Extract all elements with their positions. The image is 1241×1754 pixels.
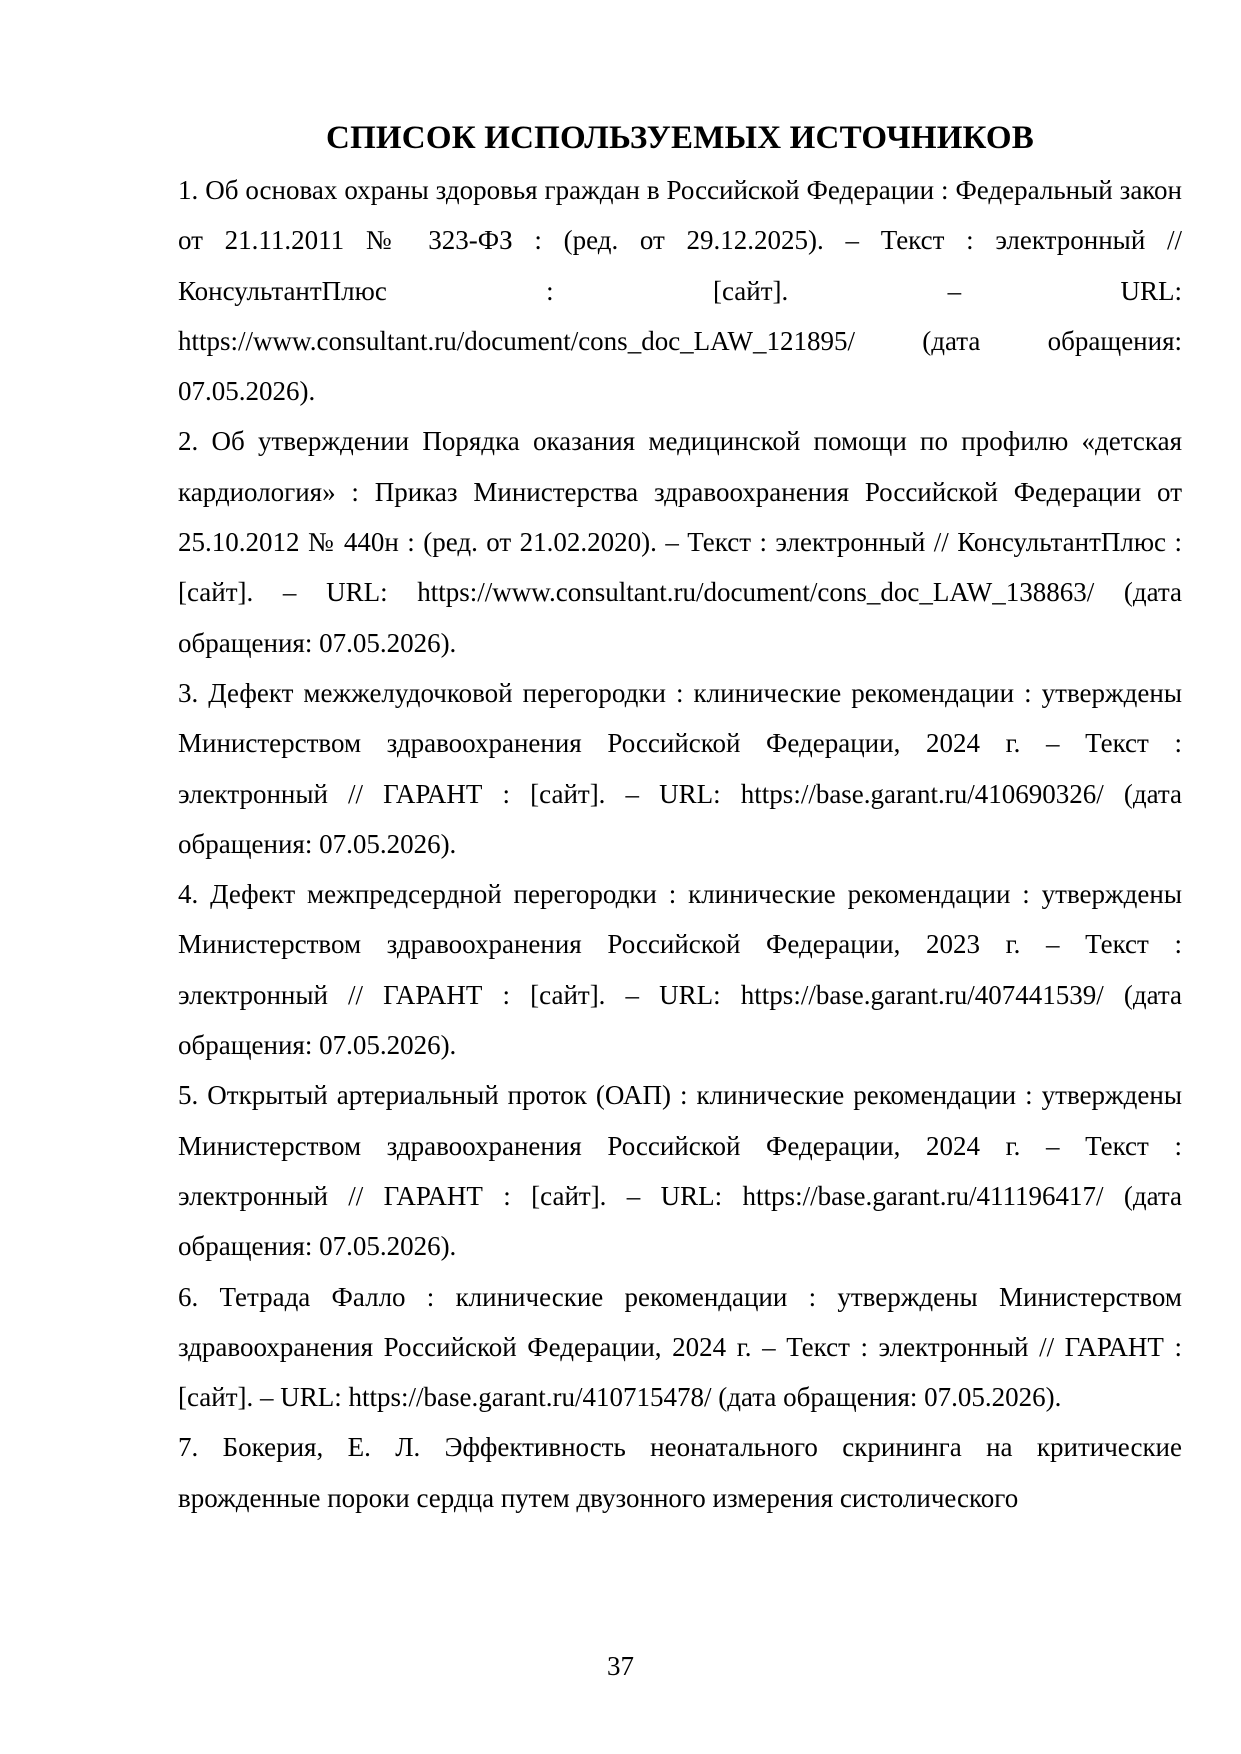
reference-item: 4. Дефект межпредсердной перегородки : клинические рекомендации : утверждены Министерством здравоохранения Российской Федерации, 2023 г. – Текст : электронный // ГАРАНТ : [сайт]. – URL: https://base.garant.ru/407441539/ (дата обращения: 07.05.2026). (178, 879, 1182, 1061)
reference-item: 3. Дефект межжелудочковой перегородки : клинические рекомендации : утверждены Министерством здравоохранения Российской Федерации, 2024 г. – Текст : электронный // ГАРАНТ : [сайт]. – URL: https://base.garant.ru/410690326/ (дата обращения: 07.05.2026). (178, 677, 1182, 859)
reference-item: 1. Об основах охраны здоровья граждан в Российской Федерации : Федеральный закон от 21.11.2011 № 323-ФЗ : (ред. от 29.12.2025). – Текст : электронный // КонсультантПлюс : [сайт]. – URL: https://www.consultant.ru/document/cons_doc_LAW_121895/ (дата обращения: 07.05.2026). (178, 175, 1182, 407)
reference-item: 2. Об утверждении Порядка оказания медицинской помощи по профилю «детская кардиология» : Приказ Министерства здравоохранения Российской Федерации от 25.10.2012 № 440н : (ред. от 21.02.2020). – Текст : электронный // КонсультантПлюс : [сайт]. – URL: https://www.consultant.ru/document/cons_doc_LAW_138863/ (дата обращения: 07.05.2026). (178, 426, 1182, 658)
reference-item: 6. Тетрада Фалло : клинические рекомендации : утверждены Министерством здравоохранения Российской Федерации, 2024 г. – Текст : электронный // ГАРАНТ : [сайт]. – URL: https://base.garant.ru/410715478/ (дата обращения: 07.05.2026). (178, 1281, 1182, 1413)
page-title: СПИСОК ИСПОЛЬЗУЕМЫХ ИСТОЧНИКОВ (326, 120, 1034, 156)
reference-list (178, 165, 1182, 1523)
page-number: 37 (607, 1651, 634, 1681)
reference-item: 7. Бокерия, Е. Л. Эффективность неонатального скрининга на критические врожденные пороки сердца путем двузонного измерения систолического (178, 1432, 1182, 1513)
reference-item: 5. Открытый артериальный проток (ОАП) : клинические рекомендации : утверждены Министерством здравоохранения Российской Федерации, 2024 г. – Текст : электронный // ГАРАНТ : [сайт]. – URL: https://base.garant.ru/411196417/ (дата обращения: 07.05.2026). (178, 1080, 1182, 1262)
